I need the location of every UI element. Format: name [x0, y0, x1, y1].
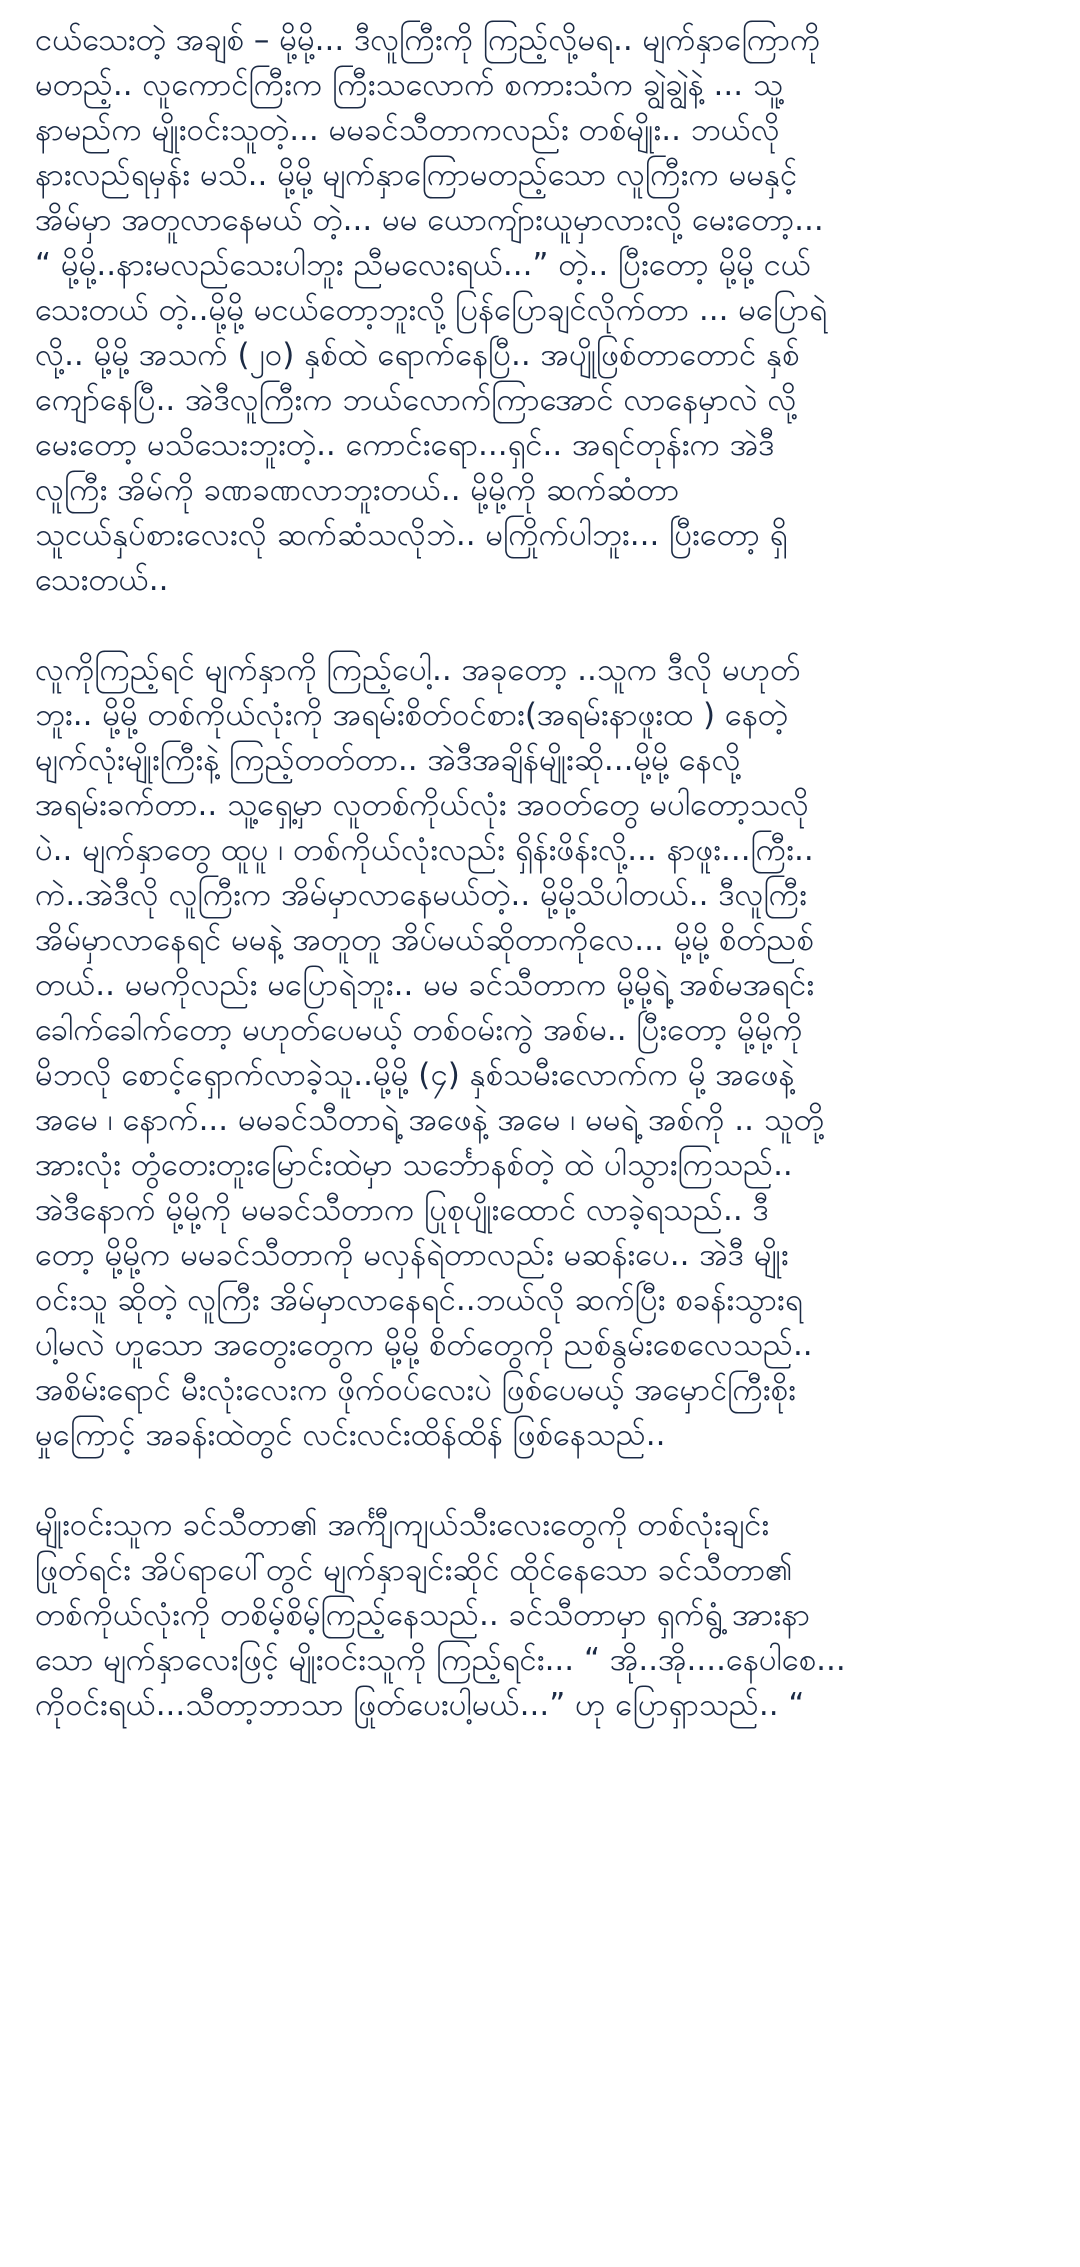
- text-line: မိဘလို စောင့်ရှောက်လာခဲ့သူ..မို့မို့ (၄) နှစ်သမီးလောက်က မို့ အဖေနဲ့: [35, 1057, 795, 1093]
- text-line: ခေါက်ခေါက်တော့ မဟုတ်ပေမယ့် တစ်ဝမ်းကွဲ အစ်မ.. ပြီးတော့ မို့မို့ကို: [35, 1012, 803, 1048]
- text-line: လို့.. မို့မို့ အသက် (၂၀) နှစ်ထဲ ရောက်နေပြီ.. အပျိုဖြစ်တာတောင် နှစ်: [35, 337, 800, 373]
- text-line: မှုကြောင့် အခန်းထဲတွင် လင်းလင်းထိန်ထိန် ဖြစ်နေသည်..: [35, 1417, 666, 1453]
- text-line: အိမ်မှာလာနေရင် မမနဲ့ အတူတူ အိပ်မယ်ဆိုတာကိုလေ... မို့မို့ စိတ်ညစ်: [35, 922, 814, 958]
- text-line: တော့ မို့မို့က မမခင်သီတာကို မလှန်ရဲတာလည်း မဆန်းပေ.. အဲဒီ မျိုး: [35, 1237, 789, 1273]
- text-line: ကိုဝင်းရယ်...သီတာ့ဘာသာ ဖြုတ်ပေးပါ့မယ်...” ဟု ပြောရှာသည်.. “: [35, 1687, 805, 1723]
- text-line: ငယ်သေးတဲ့ အချစ် – မို့မို့... ဒီလူကြီးကို ကြည့်လို့မရ.. မျက်နှာကြောကို: [35, 22, 821, 58]
- text-line: မျိုးဝင်းသူက ခင်သီတာ၏ အင်္ကျီကျယ်သီးလေးတွေကို တစ်လုံးချင်း: [35, 1507, 770, 1543]
- text-line: ပဲ.. မျက်နှာတွေ ထူပူ ၊ တစ်ကိုယ်လုံးလည်း ရှိန်းဖိန်းလို့... နာဖူး...ကြီး..: [35, 832, 814, 868]
- text-line: “ မို့မို့..နားမလည်သေးပါဘူး ညီမလေးရယ်...” တဲ့.. ပြီးတော့ မို့မို့ ငယ်: [35, 247, 812, 283]
- text-line: သေးတယ် တဲ့..မို့မို့ မငယ်တော့ဘူးလို့ ပြန်ပြောချင်လိုက်တာ ... မပြောရဲ: [35, 292, 827, 328]
- text-line: ပါ့မလဲ ဟူသော အတွေးတွေက မို့မို့ စိတ်တွေကို ညစ်နွမ်းစေလေသည်..: [35, 1327, 813, 1363]
- text-line: သော မျက်နှာလေးဖြင့် မျိုးဝင်းသူကို ကြည့်ရင်း... “ အို..အို....နေပါစေ...: [35, 1642, 846, 1678]
- text-line: အရမ်းခက်တာ.. သူ့ရှေ့မှာ လူတစ်ကိုယ်လုံး အဝတ်တွေ မပါတော့သလို: [35, 787, 809, 823]
- text-line: မတည့်.. လူကောင်ကြီးက ကြီးသလောက် စကားသံက ချွဲချွဲနဲ့ ... သူ့: [35, 67, 783, 103]
- text-line: သေးတယ်..: [35, 562, 169, 598]
- text-line: တစ်ကိုယ်လုံးကို တစိမ့်စိမ့်ကြည့်နေသည်.. ခင်သီတာမှာ ရှက်ရွံ့ အားနာ: [35, 1597, 811, 1633]
- text-line: လူကိုကြည့်ရင် မျက်နှာကို ကြည့်ပေါ့.. အခုတော့ ..သူက ဒီလို မဟုတ်: [35, 652, 801, 688]
- paragraph: [35, 1503, 1050, 1728]
- text-line: ကဲ..အဲဒီလို လူကြီးက အိမ်မှာလာနေမယ်တဲ့.. မို့မို့သိပါတယ်.. ဒီလူကြီး: [35, 877, 808, 913]
- text-line: အားလုံး တွံတေးတူးမြောင်းထဲမှာ သင်္ဘောနစ်တဲ့ ထဲ ပါသွားကြသည်..: [35, 1147, 793, 1183]
- paragraph: [35, 18, 1050, 603]
- text-line: နာမည်က မျိုးဝင်းသူတဲ့... မမခင်သီတာကလည်း တစ်မျိုး.. ဘယ်လို: [35, 112, 780, 148]
- text-line: သူငယ်နှပ်စားလေးလို ဆက်ဆံသလိုဘဲ.. မကြိုက်ပါဘူး... ပြီးတော့ ရှိ: [35, 517, 788, 553]
- text-line: အစိမ်းရောင် မီးလုံးလေးက ဖိုက်ဝပ်လေးပဲ ဖြစ်ပေမယ့် အမှောင်ကြီးစိုး: [35, 1372, 796, 1408]
- text-line: အမေ ၊ နောက်... မမခင်သီတာရဲ့ အဖေနဲ့ အမေ ၊ မမရဲ့ အစ်ကို .. သူတို့: [35, 1102, 824, 1138]
- text-line: ဘူး.. မို့မို့ တစ်ကိုယ်လုံးကို အရမ်းစိတ်ဝင်စား(အရမ်းနာဖူးထ ) နေတဲ့: [35, 697, 788, 733]
- text-line: မျက်လုံးမျိုးကြီးနဲ့ ကြည့်တတ်တာ.. အဲဒီအချိန်မျိုးဆို...မို့မို့ နေလို့: [35, 742, 741, 778]
- text-line: အိမ်မှာ အတူလာနေမယ် တဲ့... မမ ယောကျ်ားယူမှာလားလို့ မေးတော့...: [35, 202, 824, 238]
- text-line: မေးတော့ မသိသေးဘူးတဲ့.. ကောင်းရော...ရှင်.. အရင်တုန်းက အဲဒီ: [35, 427, 775, 463]
- text-line: ဖြုတ်ရင်း အိပ်ရာပေါ်တွင် မျက်နှာချင်းဆိုင် ထိုင်နေသော ခင်သီတာ၏: [35, 1552, 793, 1588]
- text-line: ဝင်းသူ ဆိုတဲ့ လူကြီး အိမ်မှာလာနေရင်..ဘယ်လို ဆက်ပြီး စခန်းသွားရ: [35, 1282, 803, 1318]
- text-line: နားလည်ရမှန်း မသိ.. မို့မို့ မျက်နှာကြောမတည့်သော လူကြီးက မမနှင့်: [35, 157, 798, 193]
- paragraph: [35, 648, 1050, 1458]
- text-line: တယ်.. မမကိုလည်း မပြောရဲဘူး.. မမ ခင်သီတာက မို့မို့ရဲ့ အစ်မအရင်း: [35, 967, 815, 1003]
- text-line: လူကြီး အိမ်ကို ခဏခဏလာဘူးတယ်.. မို့မို့ကို ဆက်ဆံတာ: [35, 472, 680, 508]
- text-line: ကျော်နေပြီ.. အဲဒီလူကြီးက ဘယ်လောက်ကြာအောင် လာနေမှာလဲ လို့: [35, 382, 797, 418]
- text-line: အဲဒီနောက် မို့မို့ကို မမခင်သီတာက ပြုစုပျိုးထောင် လာခဲ့ရသည်.. ဒီ: [35, 1192, 769, 1228]
